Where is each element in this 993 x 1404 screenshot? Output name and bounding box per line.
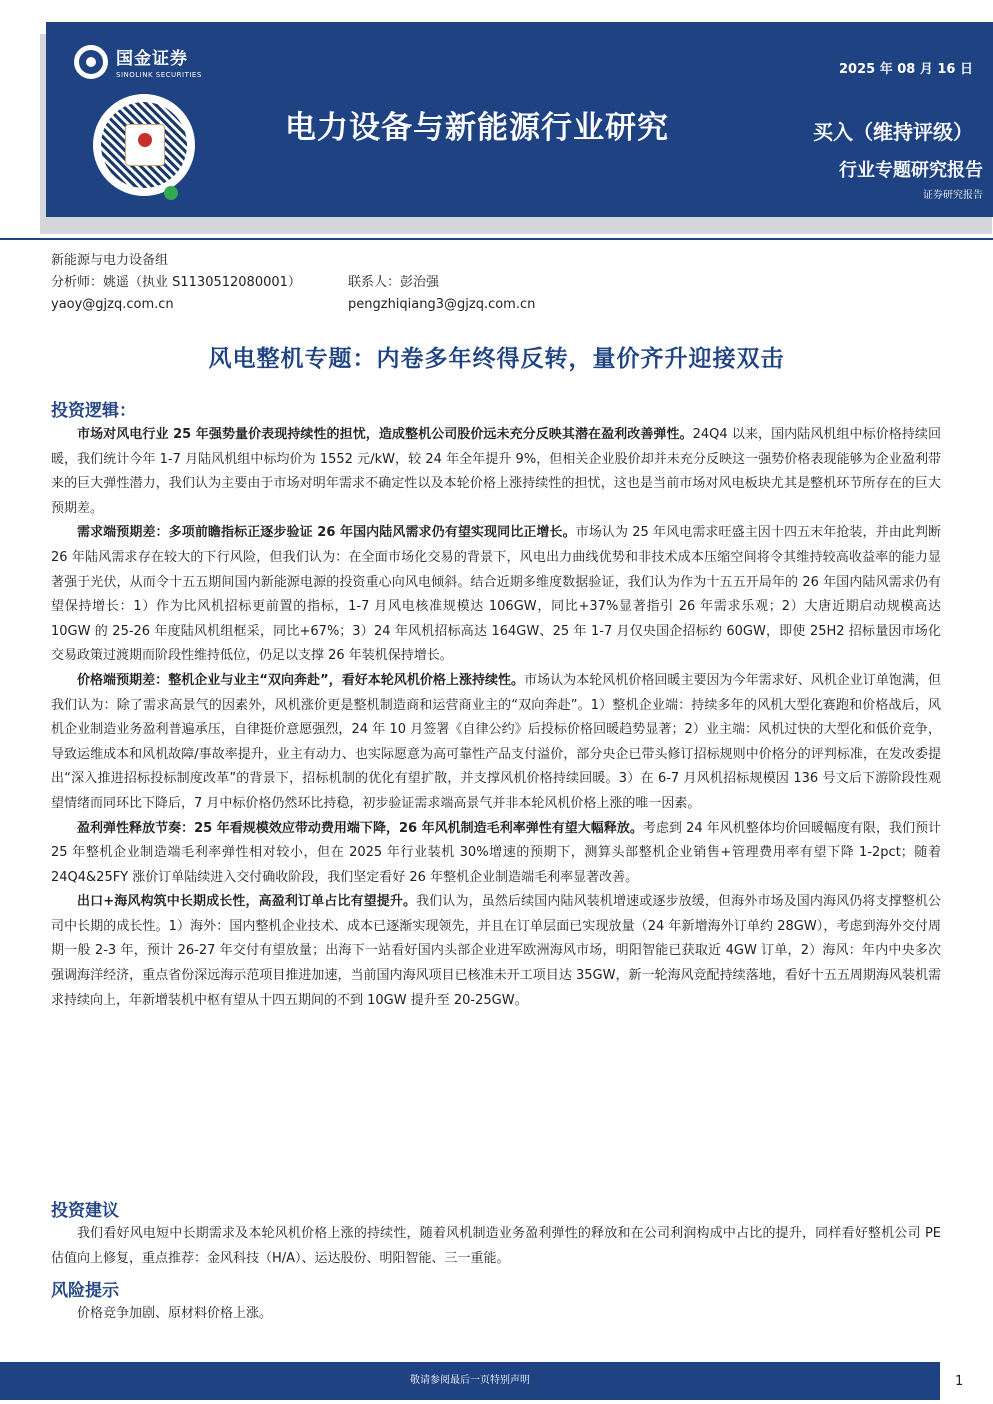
paragraph-5 xyxy=(51,890,941,1013)
p1-lead: 市场对风电行业 25 年强势量价表现持续性的担忧，造成整机公司股价远未充分反映其潜在盈利改善弹性。 xyxy=(77,427,693,442)
industry-title: 电力设备与新能源行业研究 xyxy=(285,110,669,146)
logic-heading: 投资逻辑： xyxy=(51,401,136,421)
qr-code-icon xyxy=(93,94,195,196)
logo-icon xyxy=(74,45,108,79)
p2-lead: 需求端预期差：多项前瞻指标正逐步验证 26 年国内陆风需求仍有望实现同比正增长。 xyxy=(77,525,576,541)
footer-notice: 敬请参阅最后一页特别声明 xyxy=(0,1362,940,1400)
contact: 联系人：彭治强 xyxy=(348,275,440,290)
page-number: 1 xyxy=(955,1374,964,1389)
advice-text: 我们看好风电短中长期需求及本轮风机价格上涨的持续性，随着风机制造业务盈利弹性的释放和在公司利润构成中占比的提升，同样看好整机公司 PE 估值向上修复，重点推荐：金风科技（H/A）、运达股份、明阳智能、三一重能。 xyxy=(51,1226,941,1266)
logo-en: SINOLINK SECURITIES xyxy=(116,71,202,79)
logo-cn: 国金证券 xyxy=(116,49,188,69)
rating: 买入（维持评级） xyxy=(813,120,973,144)
paragraph-3 xyxy=(51,669,941,817)
report-date: 2025 年 08 月 16 日 xyxy=(839,62,973,77)
p5-text: 我们认为，虽然后续国内陆风装机增速或逐步放缓，但海外市场及国内海风仍将支撑整机公司中长期的成长性。1）海外：国内整机企业技术、成本已逐渐实现领先，并且在订单层面已实现放量（24 年新增海外订单约 28GW），考虑到海外交付周期一般 2-3 年，预计 26-27 年交付有望放量；出海下一站看好国内头部企业进军欧洲海风市场，明阳智能已获取近 4GW 订单，2）海风：年内中央多次强调海洋经济，重点省份深远海示范项目推进加速，当前国内海风项目已核准未开工项目达 35GW，新一轮海风竞配持续落地，看好十五五周期海风装机需求持续向上，年新增装机中枢有望从十四五期间的不到 10GW 提升至 20-25GW。 xyxy=(51,894,941,1008)
analyst: 分析师：姚遥（执业 S1130512080001） xyxy=(51,275,301,290)
risk-heading: 风险提示 xyxy=(51,1281,119,1301)
report-type: 行业专题研究报告 xyxy=(839,160,983,181)
p3-text: 市场认为本轮风机价格回暖主要因为今年需求好、风机企业订单饱满，但我们认为：除了需求高景气的因素外，风机涨价更是整机制造商和运营商业主的“双向奔赴”。1）整机企业端：持续多年的风机大型化赛跑和价格战后，风机企业制造业务盈利普遍承压，自律挺价意愿强烈，24 年 10 月签署《自律公约》后投标价格回暖趋势显著；2）业主端：风机过快的大型化和低价竞争，导致运维成本和风机故障/事故率提升，业主有动力、也实际愿意为高可靠性产品支付溢价，部分央企已带头修订招标规则中价格分的评判标准，在发改委提出“深入推进招标投标制度改革”的背景下，招标机制的优化有望扩散，并支撑风机价格持续回暖。3）在 6-7 月风机招标规模因 136 号文后下游阶段性观望情绪而同环比下降后，7 月中标价格仍然环比持稳，初步验证需求端高景气并非本轮风机价格上涨的唯一因素。 xyxy=(51,672,941,811)
risk-text: 价格竞争加剧、原材料价格上涨。 xyxy=(77,1306,273,1321)
p4-text: 考虑到 24 年风机整体均价回暖幅度有限，我们预计 25 年整机企业制造端毛利率弹性相对较小，但在 2025 年行业装机 30%增速的预期下，测算头部整机企业销售+管理费用率有望下降 1-2pct；随着 24Q4&25FY 涨价订单陆续进入交付确收阶段，我们坚定看好 26 年整机企业制造端毛利率显著改善。 xyxy=(51,820,942,885)
report-header xyxy=(46,22,993,217)
company-logo xyxy=(74,44,202,79)
advice-body xyxy=(51,1222,941,1271)
p2-text: 市场认为 25 年风电需求旺盛主因十四五末年抢装，并由此判断 26 年陆风需求存在较大的下行风险，但我们认为：在全面市场化交易的背景下，风电出力曲线优势和非技术成本压缩空间将令其维持较高收益率的能力显著强于光伏，从而令十五五期间国内新能源电源的投资重心向风电倾斜。结合近期多维度数据验证，我们认为作为十五五开局年的 26 年国内陆风需求仍有望保持增长：1）作为比风机招标更前置的指标，1-7 月风电核准规模达 106GW，同比+37%显著指引 26 年需求乐观；2）大唐近期启动规模高达 10GW 的 25-26 年度陆风机组框采，同比+67%；3）24 年风机招标高达 164GW、25 年 1-7 月仅央国企招标约 60GW，即使 25H2 招标量因市场化交易政策过渡期而阶段性维持低位，仍足以支撑 26 年装机保持增长。 xyxy=(51,525,941,664)
header-rule xyxy=(0,238,993,240)
paragraph-4 xyxy=(51,817,941,891)
contact-email[interactable]: pengzhiqiang3@gjzq.com.cn xyxy=(348,297,536,312)
risk-body xyxy=(51,1302,941,1327)
document-title: 风电整机专题：内卷多年终得反转，量价齐升迎接双击 xyxy=(208,346,785,372)
p4-lead: 盈利弹性释放节奏：25 年看规模效应带动费用端下降，26 年风机制造毛利率弹性有望大幅释放。 xyxy=(77,820,643,836)
p3-lead: 价格端预期差：整机企业与业主“双向奔赴”，看好本轮风机价格上涨持续性。 xyxy=(77,672,525,688)
paragraph-1 xyxy=(51,423,941,521)
p5-lead: 出口+海风构筑中长期成长性，高盈利订单占比有望提升。 xyxy=(77,894,417,910)
p1-text: 24Q4 以来，国内陆风机组中标价格持续回暖，我们统计今年 1-7 月陆风机组中标均价为 1552 元/kW，较 24 年全年提升 9%，但相关企业股价却并未充分反映这一强势价格表现能够为企业盈利带来的巨大弹性潜力，我们认为主要由于市场对明年需求不确定性以及本轮价格上涨持续性的担忧，这也是当前市场对风电板块尤其是整机环节所存在的巨大预期差。 xyxy=(51,427,941,516)
team-name: 新能源与电力设备组 xyxy=(51,253,169,268)
report-subtype: 证券研究报告 xyxy=(923,190,983,201)
advice-heading: 投资建议 xyxy=(51,1201,119,1221)
paragraph-2 xyxy=(51,521,941,669)
analyst-email[interactable]: yaoy@gjzq.com.cn xyxy=(51,297,174,312)
logic-body xyxy=(51,423,941,1013)
